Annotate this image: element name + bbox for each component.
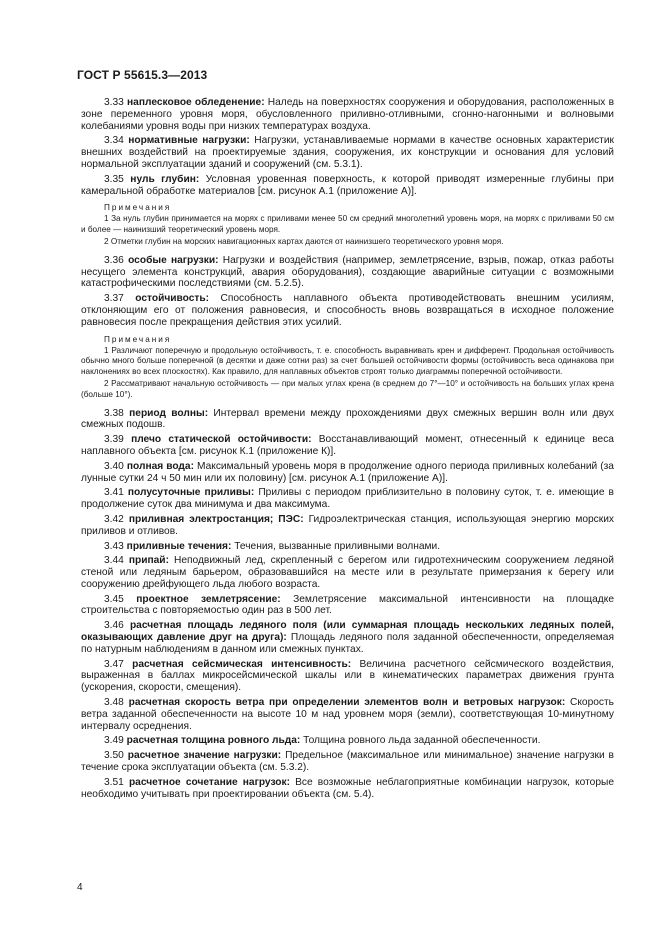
definition-paragraph bbox=[81, 174, 614, 198]
definition-number: 3.37 bbox=[104, 293, 124, 305]
definition-paragraph bbox=[81, 555, 614, 590]
definition-number: 3.33 bbox=[104, 97, 124, 108]
definition-number: 3.35 bbox=[104, 173, 124, 185]
definition-term: расчетная площадь ледяного поля (или суммарная площадь нескольких ледяных полей, оказывающих давление друг на друга): bbox=[81, 620, 614, 644]
note-item: 2 Рассматривают начальную остойчивость — при малых углах крена (в среднем до 7°—10° и остойчивость на больших углах крена (больше 10°). bbox=[81, 378, 614, 399]
definition-number: 3.49 bbox=[104, 735, 124, 747]
definition-text: Интервал времени между прохождениями двух смежных вершин волн или двух смежных подошв. bbox=[81, 407, 614, 431]
note-item: 1 За нуль глубин принимается на морях с приливами менее 50 см средний многолетний уровень моря, на морях с приливами 50 см и более — наинизший теоретический уровень моря. bbox=[81, 214, 614, 235]
definition-term: припай: bbox=[128, 555, 169, 567]
definition-paragraph bbox=[81, 735, 614, 747]
definition-term: расчетная скорость ветра при определении элементов волн и ветровых нагрузок: bbox=[128, 697, 566, 709]
definition-term: приливная электростанция; ПЭС: bbox=[128, 513, 304, 525]
definition-number: 3.46 bbox=[104, 620, 124, 632]
definition-number: 3.43 bbox=[104, 540, 124, 552]
definition-paragraph bbox=[81, 255, 614, 290]
note-item: 1 Различают поперечную и продольную остойчивость, т. е. способность выравнивать крен и дифферент. Продольная остойчивость обычно много больше поперечной (в десятки и даже сотни раз) за счет большей остойчивости формы (остойчивость веса одинакова при наклонениях во всех плоскостях). Как правило, для наплавных объектов строят только диаграммы поперечной остойчивости. bbox=[81, 345, 614, 377]
definition-number: 3.47 bbox=[104, 658, 124, 670]
definition-paragraph bbox=[81, 461, 614, 485]
definition-number: 3.40 bbox=[104, 460, 124, 472]
definition-term: расчетное значение нагрузки: bbox=[127, 750, 282, 762]
notes-heading: Примечания bbox=[104, 203, 172, 213]
definition-term: наплесковое обледенение: bbox=[127, 97, 265, 108]
definition-term: проектное землетрясение: bbox=[136, 593, 281, 605]
definition-text: Условная уровенная поверхность, к которой приводят измеренные глубины при камеральной обработке материалов [см. рисунок А.1 (приложение А)]. bbox=[81, 173, 614, 197]
definition-paragraph bbox=[81, 408, 614, 432]
definition-number: 3.39 bbox=[104, 434, 124, 446]
definition-paragraph bbox=[81, 750, 614, 774]
definition-term: остойчивость: bbox=[135, 293, 210, 305]
definition-text: Восстанавливающий момент, отнесенный к единице веса наплавного объекта [см. рисунок К.1 (приложение К)]. bbox=[81, 434, 614, 457]
definition-paragraph bbox=[81, 594, 614, 618]
definition-term: полусуточные приливы: bbox=[127, 487, 255, 499]
definition-text: Нагрузки и воздействия (например, землетрясение, взрыв, пожар, отказ работы несущего элемента конструкций, авария оборудования), создающие аварийные ситуации с возможными катастрофическими последствиями (см. 5.2.5). bbox=[81, 254, 615, 290]
definitions-section-a bbox=[81, 97, 614, 197]
definition-term: период волны: bbox=[129, 407, 209, 419]
definition-term: нуль глубин: bbox=[130, 173, 200, 185]
definition-text: Гидроэлектрическая станция, использующая энергию морских приливов и отливов. bbox=[81, 513, 615, 537]
definition-term: расчетная сейсмическая интенсивность: bbox=[132, 658, 352, 670]
definition-paragraph bbox=[81, 659, 614, 694]
definition-number: 3.41 bbox=[104, 487, 124, 499]
definition-text: Толщина ровного льда заданной обеспеченности. bbox=[303, 735, 541, 747]
definition-number: 3.44 bbox=[104, 555, 124, 567]
definitions-section-c bbox=[81, 408, 614, 801]
definition-number: 3.36 bbox=[104, 254, 124, 266]
definition-number: 3.48 bbox=[104, 697, 124, 709]
definition-paragraph bbox=[81, 487, 614, 511]
definition-text: Скорость ветра заданной обеспеченности на высоте 10 м над уровнем моря (земли), соответствующая 10-минутному интервалу осреднения. bbox=[81, 697, 614, 732]
notes-block-2 bbox=[81, 335, 614, 401]
definition-text: Площадь ледяного поля заданной обеспеченности, определяемая по натурным наблюдениям в данном или смежных пунктах. bbox=[81, 632, 614, 655]
definition-term: особые нагрузки: bbox=[128, 254, 219, 266]
definition-text: Величина расчетного сейсмического воздействия, выраженная в баллах микросейсмической шкалы или в кинематических параметрах движения грунта (ускорения, скорости, смещения). bbox=[81, 658, 615, 694]
note-item: 2 Отметки глубин на морских навигационных картах даются от наинизшего теоретического уровня моря. bbox=[104, 236, 504, 246]
definition-paragraph bbox=[81, 514, 614, 538]
definition-number: 3.42 bbox=[104, 513, 124, 525]
definition-number: 3.51 bbox=[104, 776, 124, 788]
definition-term: нормативные нагрузки: bbox=[128, 135, 250, 147]
definition-text: Течения, вызванные приливными волнами. bbox=[234, 540, 441, 552]
definition-term: приливные течения: bbox=[126, 540, 232, 552]
notes-block-1 bbox=[81, 203, 614, 247]
definition-term: плечо статической остойчивости: bbox=[131, 434, 312, 446]
page-number: 4 bbox=[77, 882, 83, 893]
definition-paragraph bbox=[81, 434, 614, 458]
definition-number: 3.34 bbox=[104, 135, 124, 147]
notes-heading: Примечания bbox=[104, 334, 172, 344]
definition-paragraph bbox=[81, 97, 614, 132]
definition-paragraph bbox=[81, 541, 614, 553]
definition-text: Приливы с периодом приблизительно в половину суток, т. е. имеющие в продолжение суток два минимума и два максимума. bbox=[81, 487, 614, 511]
definition-text: Неподвижный лед, скрепленный с берегом или гидротехническим сооружением ледяной стеной или ледяным барьером, образовавшийся на месте или в результате примерзания к берегу или сооружению дрейфующего льда любого возраста. bbox=[81, 555, 614, 590]
definition-text: Наледь на поверхностях сооружения и оборудования, расположенных в зоне переменного уровня моря, обусловленного приливно-отливными, сгонно-нагонными и волновыми колебаниями уровня воды при низких температурах воздуха. bbox=[81, 97, 614, 132]
definition-text: Предельное (максимальное или минимальное) значение нагрузки в течение срока эксплуатации объекта (см. 5.3.2). bbox=[81, 750, 614, 774]
definition-number: 3.38 bbox=[104, 407, 124, 419]
definition-text: Землетрясение максимальной интенсивности на площадке строительства с повторяемостью один раз в 500 лет. bbox=[81, 593, 614, 617]
definition-paragraph bbox=[81, 293, 614, 328]
definition-paragraph bbox=[81, 135, 614, 170]
definition-term: расчетная толщина ровного льда: bbox=[126, 735, 301, 747]
definition-text: Все возможные неблагоприятные комбинации нагрузок, которые необходимо учитывать при проектировании объекта (см. 5.4). bbox=[81, 776, 614, 800]
definitions-section-b bbox=[81, 255, 614, 329]
definition-paragraph bbox=[81, 620, 614, 655]
document-body bbox=[81, 97, 614, 803]
definition-term: полная вода: bbox=[126, 460, 194, 472]
definition-text: Нагрузки, устанавливаемые нормами в качестве основных характеристик внешних воздействий на проектируемые здания, сооружения, их конструкции и основания для условий нормальной эксплуатации зданий и сооружений (см. 5.3.1). bbox=[81, 135, 614, 170]
definition-term: расчетное сочетание нагрузок: bbox=[128, 776, 290, 788]
document-header: ГОСТ Р 55615.3—2013 bbox=[77, 68, 208, 82]
definition-paragraph bbox=[81, 777, 614, 801]
definition-number: 3.45 bbox=[104, 593, 124, 605]
definition-paragraph bbox=[81, 697, 614, 732]
definition-text: Максимальный уровень моря в продолжение одного периода приливных колебаний (за лунные сутки 24 ч 50 мин или их половину) [см. рисунок А.1 (приложение А)]. bbox=[81, 460, 614, 484]
definition-text: Способность наплавного объекта противодействовать внешним усилиям, отклоняющим его от положения равновесия, и способность вновь возвращаться в исходное положение равновесия после прекращения действия этих усилий. bbox=[81, 293, 614, 328]
definition-number: 3.50 bbox=[104, 750, 124, 762]
